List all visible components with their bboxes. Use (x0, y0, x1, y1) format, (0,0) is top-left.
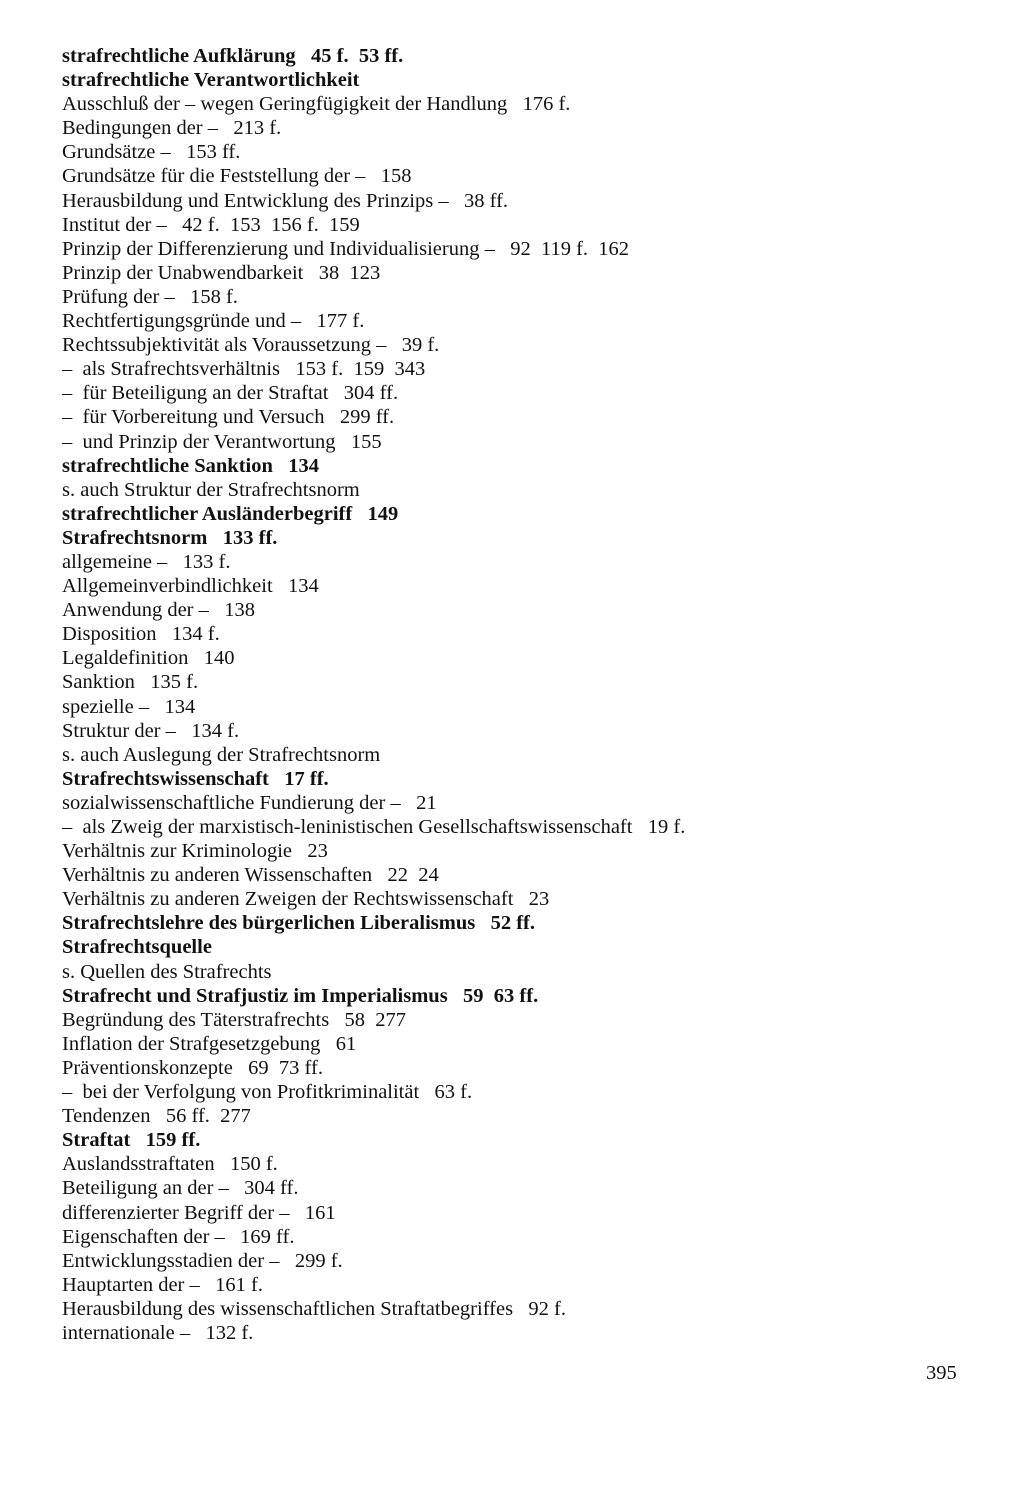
index-subentry: spezielle – 134 (62, 695, 196, 718)
index-subentry: Institut der – 42 f. 153 156 f. 159 (62, 213, 360, 236)
index-subentry: Prinzip der Differenzierung und Individualisierung – 92 119 f. 162 (62, 237, 630, 260)
index-subentry: – bei der Verfolgung von Profitkriminalität 63 f. (62, 1081, 473, 1104)
index-heading: strafrechtliche Sanktion 134 (62, 454, 320, 477)
index-subentry: s. Quellen des Strafrechts (62, 960, 272, 983)
index-subentry: Herausbildung und Entwicklung des Prinzips – 38 ff. (62, 189, 509, 212)
index-heading: strafrechtliche Aufklärung 45 f. 53 ff. (62, 45, 404, 67)
index-subentry: Ausschluß der – wegen Geringfügigkeit der Handlung 176 f. (62, 93, 571, 116)
index-subentry: sozialwissenschaftliche Fundierung der – 21 (62, 791, 437, 814)
index-subentry: Allgemeinverbindlichkeit 134 (62, 575, 319, 598)
index-heading: Strafrecht und Strafjustiz im Imperialismus 59 63 ff. (62, 984, 539, 1007)
index-subentry: – als Strafrechtsverhältnis 153 f. 159 343 (62, 358, 426, 381)
index-subentry: Verhältnis zur Kriminologie 23 (62, 840, 328, 863)
index-subentry: Grundsätze für die Feststellung der – 158 (62, 165, 412, 188)
index-subentry: s. auch Struktur der Strafrechtsnorm (62, 478, 360, 501)
index-subentry: Präventionskonzepte 69 73 ff. (62, 1056, 323, 1079)
index-subentry: – als Zweig der marxistisch-leninistischen Gesellschaftswissenschaft 19 f. (62, 816, 686, 838)
index-subentry: – und Prinzip der Verantwortung 155 (62, 430, 382, 453)
index-subentry: Prinzip der Unabwendbarkeit 38 123 (62, 261, 381, 284)
index-subentry: Beteiligung an der – 304 ff. (62, 1177, 299, 1200)
index-subentry: Inflation der Strafgesetzgebung 61 (62, 1032, 357, 1055)
index-subentry: Rechtssubjektivität als Voraussetzung – 39 f. (62, 334, 440, 357)
page-number: 395 (926, 1362, 957, 1384)
index-heading: Strafrechtslehre des bürgerlichen Liberalismus 52 ff. (62, 912, 535, 935)
index-heading: Straftat 159 ff. (62, 1129, 201, 1152)
index-heading: Strafrechtsnorm 133 ff. (62, 526, 278, 549)
index-subentry: Grundsätze – 153 ff. (62, 141, 241, 164)
index-subentry: Entwicklungsstadien der – 299 f. (62, 1249, 343, 1272)
index-subentry: Verhältnis zu anderen Zweigen der Rechtswissenschaft 23 (62, 888, 550, 911)
index-heading: Strafrechtsquelle (62, 936, 212, 959)
index-subentry: Verhältnis zu anderen Wissenschaften 22 24 (62, 864, 439, 887)
index-subentry: s. auch Auslegung der Strafrechtsnorm (62, 743, 381, 766)
index-subentry: Rechtfertigungsgründe und – 177 f. (62, 310, 365, 333)
index-subentry: Struktur der – 134 f. (62, 719, 240, 742)
index-subentry: Begründung des Täterstrafrechts 58 277 (62, 1008, 407, 1031)
index-subentry: Tendenzen 56 ff. 277 (62, 1105, 251, 1128)
index-subentry: Bedingungen der – 213 f. (62, 117, 282, 140)
index-subentry: – für Vorbereitung und Versuch 299 ff. (62, 406, 395, 429)
index-subentry: Herausbildung des wissenschaftlichen Straftatbegriffes 92 f. (62, 1297, 567, 1320)
index-heading: strafrechtlicher Ausländerbegriff 149 (62, 502, 399, 525)
index-subentry: Sanktion 135 f. (62, 671, 199, 694)
index-subentry: Hauptarten der – 161 f. (62, 1273, 263, 1296)
index-subentry: – für Beteiligung an der Straftat 304 ff. (62, 382, 399, 405)
index-subentry: allgemeine – 133 f. (62, 550, 231, 573)
index-subentry: Auslandsstraftaten 150 f. (62, 1153, 278, 1176)
index-subentry: Eigenschaften der – 169 ff. (62, 1225, 295, 1248)
index-subentry: Legaldefinition 140 (62, 647, 235, 670)
index-subentry: differenzierter Begriff der – 161 (62, 1201, 336, 1224)
index-subentry: Anwendung der – 138 (62, 599, 256, 622)
index-subentry: internationale – 132 f. (62, 1321, 254, 1344)
index-heading: strafrechtliche Verantwortlichkeit (62, 69, 360, 92)
index-subentry: Prüfung der – 158 f. (62, 285, 238, 308)
index-entry-list (62, 44, 962, 1345)
index-subentry: Disposition 134 f. (62, 623, 220, 646)
index-heading: Strafrechtswissenschaft 17 ff. (62, 767, 329, 790)
